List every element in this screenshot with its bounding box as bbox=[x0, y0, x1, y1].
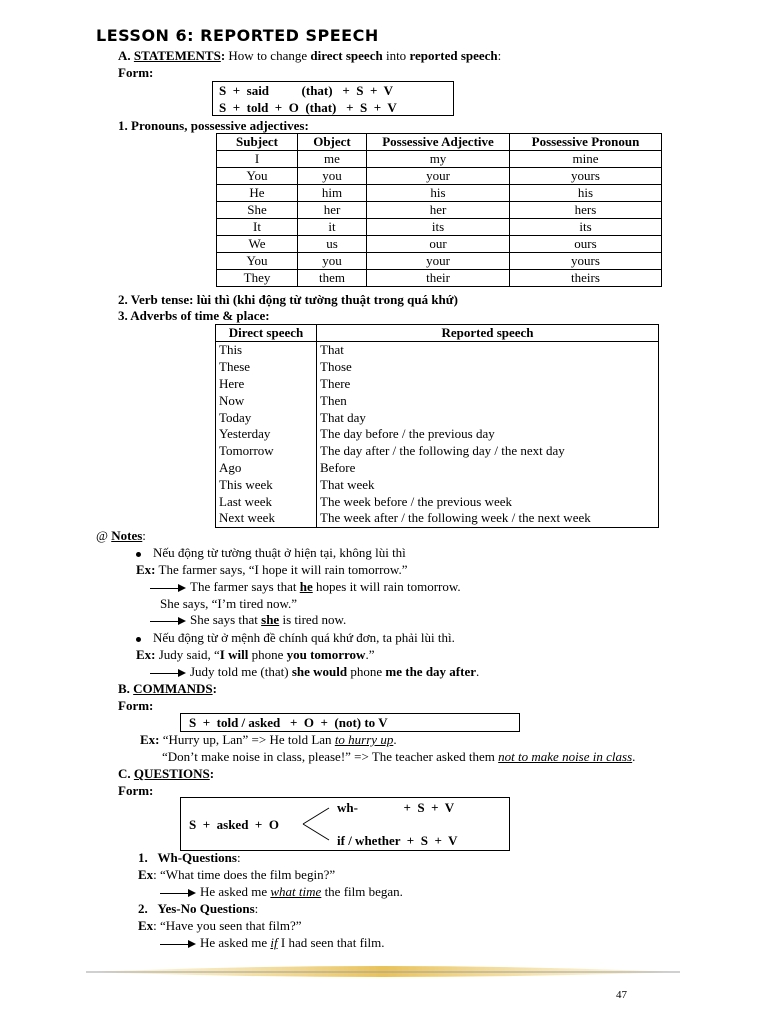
cell: This bbox=[216, 342, 317, 359]
ex3-b: I will bbox=[219, 647, 249, 662]
cell: I bbox=[217, 151, 298, 168]
cell: That day bbox=[317, 409, 659, 426]
cell: Tomorrow bbox=[216, 443, 317, 460]
cell: The week after / the following week / the next week bbox=[317, 510, 659, 527]
cell: The week before / the previous week bbox=[317, 493, 659, 510]
cell: her bbox=[367, 202, 510, 219]
yn-example bbox=[138, 917, 302, 934]
table-row bbox=[216, 493, 659, 510]
wh-result-c: the film began. bbox=[321, 884, 403, 899]
command-ex2-b: not to make noise in class bbox=[498, 749, 633, 764]
cell: you bbox=[298, 253, 367, 270]
page-number: 47 bbox=[616, 989, 627, 1001]
wh-example bbox=[138, 866, 335, 883]
question-form-box bbox=[180, 797, 510, 851]
command-ex1-c: . bbox=[393, 732, 397, 747]
cell: We bbox=[217, 236, 298, 253]
notes-label: Notes bbox=[111, 528, 143, 543]
cell: Ago bbox=[216, 460, 317, 477]
ex3-d: you tomorrow bbox=[286, 647, 366, 662]
cell: Those bbox=[317, 359, 659, 376]
cell: Before bbox=[317, 460, 659, 477]
arrow-right-icon bbox=[150, 617, 186, 625]
table-row bbox=[216, 476, 659, 493]
note-1-text: Nếu động từ tường thuật ở hiện tại, không lùi thì bbox=[153, 545, 406, 560]
cell: The day after / the following day / the next day bbox=[317, 443, 659, 460]
yn-num: 2. bbox=[138, 901, 148, 916]
arrow-right-icon bbox=[150, 584, 186, 592]
table-row bbox=[216, 409, 659, 426]
adverbs-header-row bbox=[216, 325, 659, 342]
cell: them bbox=[298, 270, 367, 287]
ex3-result-c: phone bbox=[347, 664, 386, 679]
cell: their bbox=[367, 270, 510, 287]
cell: Here bbox=[216, 376, 317, 393]
wh-result bbox=[160, 883, 403, 900]
ex3-result-b: she would bbox=[291, 664, 348, 679]
ex3-result-e: . bbox=[476, 664, 480, 679]
ex3-c: phone bbox=[248, 647, 287, 662]
cell: Today bbox=[216, 409, 317, 426]
question-form-left: S + asked + O bbox=[189, 817, 279, 832]
col-subject: Subject bbox=[217, 134, 298, 151]
section-a-intro-bold2: reported speech bbox=[409, 48, 498, 63]
statement-form-line1: S + said (that) + S + V bbox=[219, 83, 394, 98]
note-ex2: She says, “I’m tired now.” bbox=[160, 596, 298, 611]
section-a-prefix: A. bbox=[118, 48, 134, 63]
command-form-box: S + told / asked + O + (not) to V bbox=[180, 713, 520, 732]
cell: These bbox=[216, 359, 317, 376]
table-row bbox=[217, 219, 662, 236]
cell: your bbox=[367, 253, 510, 270]
section-b-colon: : bbox=[212, 681, 217, 696]
table-row bbox=[217, 236, 662, 253]
cell: You bbox=[217, 168, 298, 185]
section-c-heading bbox=[118, 765, 214, 782]
wh-result-b: what time bbox=[270, 884, 322, 899]
ex1-text: The farmer says, “I hope it will rain tomorrow.” bbox=[155, 562, 408, 577]
adverbs-table bbox=[215, 324, 659, 528]
cell: Now bbox=[216, 392, 317, 409]
yn-result-a: He asked me bbox=[200, 935, 271, 950]
cell: There bbox=[317, 376, 659, 393]
arrow-right-icon bbox=[160, 940, 196, 948]
section-a-intro3: : bbox=[497, 48, 502, 63]
section-c-prefix: C. bbox=[118, 766, 134, 781]
yn-title: Yes-No Questions bbox=[157, 901, 255, 916]
table-row bbox=[217, 151, 662, 168]
table-row bbox=[216, 392, 659, 409]
yn-result bbox=[160, 934, 384, 951]
table-row bbox=[217, 168, 662, 185]
cell: it bbox=[298, 219, 367, 236]
ex3-a: Judy said, “ bbox=[155, 647, 220, 662]
table-row bbox=[217, 185, 662, 202]
ex3-e: .” bbox=[365, 647, 375, 662]
note-ex1 bbox=[136, 561, 407, 578]
cell: his bbox=[367, 185, 510, 202]
pronouns-table bbox=[216, 133, 662, 287]
yn-result-c: I had seen that film. bbox=[277, 935, 385, 950]
cell: It bbox=[217, 219, 298, 236]
cell: This week bbox=[216, 476, 317, 493]
cell: you bbox=[298, 168, 367, 185]
ex-label: Ex: bbox=[136, 562, 156, 577]
table-row bbox=[216, 359, 659, 376]
wh-questions-heading bbox=[138, 849, 241, 866]
yn-result-b: if bbox=[270, 935, 278, 950]
note-1 bbox=[136, 544, 406, 561]
note-2-text: Nếu động từ ở mệnh đề chính quá khứ đơn, ta phải lùi thì. bbox=[153, 630, 455, 645]
cell: That week bbox=[317, 476, 659, 493]
ex-label: Ex: bbox=[140, 732, 160, 747]
wh-example-text: : “What time does the film begin?” bbox=[153, 867, 336, 882]
cell: The day before / the previous day bbox=[317, 426, 659, 443]
cell: your bbox=[367, 168, 510, 185]
pronouns-heading: 1. Pronouns, possessive adjectives: bbox=[118, 118, 309, 133]
table-row bbox=[217, 270, 662, 287]
section-b-title: COMMANDS bbox=[133, 681, 213, 696]
cell: Yesterday bbox=[216, 426, 317, 443]
section-a-intro: How to change bbox=[225, 48, 311, 63]
col-possessive-adjective: Possessive Adjective bbox=[367, 134, 510, 151]
question-form-bottom: if / whether + S + V bbox=[337, 833, 458, 848]
notes-prefix: @ bbox=[96, 528, 112, 543]
adverbs-heading: 3. Adverbs of time & place: bbox=[118, 308, 270, 323]
section-c-form-label: Form: bbox=[118, 783, 154, 798]
cell: its bbox=[367, 219, 510, 236]
note-ex2-result bbox=[150, 611, 346, 628]
ex2-result-c: is tired now. bbox=[279, 612, 347, 627]
ex2-result-a: She says that bbox=[190, 612, 262, 627]
table-row bbox=[216, 460, 659, 477]
ex2-result-b: she bbox=[261, 612, 280, 627]
section-b-heading bbox=[118, 680, 217, 697]
cell: mine bbox=[510, 151, 662, 168]
wh-num: 1. bbox=[138, 850, 148, 865]
ex1-result-b: he bbox=[299, 579, 313, 594]
section-a-heading bbox=[118, 47, 501, 64]
adverbs-body bbox=[216, 342, 659, 528]
command-ex1-a: “Hurry up, Lan” => He told Lan bbox=[159, 732, 335, 747]
wh-title: Wh-Questions bbox=[157, 850, 237, 865]
cell: Then bbox=[317, 392, 659, 409]
cell: me bbox=[298, 151, 367, 168]
section-a-form-label: Form: bbox=[118, 65, 154, 80]
footer-divider bbox=[86, 962, 680, 982]
ex1-result-c: hopes it will rain tomorrow. bbox=[312, 579, 461, 594]
bullet-icon bbox=[136, 552, 141, 557]
wh-colon: : bbox=[236, 850, 241, 865]
command-ex2-a: “Don’t make noise in class, please!” => The teacher asked them bbox=[162, 749, 499, 764]
note-ex3-result bbox=[150, 663, 479, 680]
cell: his bbox=[510, 185, 662, 202]
section-a-intro-bold1: direct speech bbox=[310, 48, 383, 63]
yn-colon: : bbox=[254, 901, 259, 916]
bullet-icon bbox=[136, 637, 141, 642]
cell: our bbox=[367, 236, 510, 253]
branch-icon bbox=[301, 806, 333, 842]
wh-result-a: He asked me bbox=[200, 884, 271, 899]
section-a-colon: : bbox=[220, 48, 226, 63]
table-row bbox=[217, 253, 662, 270]
section-c-colon: : bbox=[209, 766, 215, 781]
section-b-form-label: Form: bbox=[118, 698, 154, 713]
table-row bbox=[216, 342, 659, 359]
note-ex1-result bbox=[150, 578, 461, 595]
section-a-title: STATEMENTS bbox=[133, 48, 221, 63]
command-ex2-c: . bbox=[632, 749, 636, 764]
note-ex3 bbox=[136, 646, 374, 663]
page-title: LESSON 6: REPORTED SPEECH bbox=[96, 26, 379, 45]
command-ex1 bbox=[140, 731, 397, 748]
note-2 bbox=[136, 629, 455, 646]
col-possessive-pronoun: Possessive Pronoun bbox=[510, 134, 662, 151]
cell: They bbox=[217, 270, 298, 287]
arrow-right-icon bbox=[160, 889, 196, 897]
table-row bbox=[216, 376, 659, 393]
cell: yours bbox=[510, 168, 662, 185]
table-row bbox=[217, 202, 662, 219]
ex-label: Ex bbox=[138, 867, 154, 882]
section-c-title: QUESTIONS bbox=[133, 766, 210, 781]
arrow-right-icon bbox=[150, 669, 186, 677]
cell: She bbox=[217, 202, 298, 219]
cell: hers bbox=[510, 202, 662, 219]
cell: my bbox=[367, 151, 510, 168]
cell: her bbox=[298, 202, 367, 219]
ex1-result-a: The farmer says that bbox=[190, 579, 300, 594]
col-object: Object bbox=[298, 134, 367, 151]
cell: Next week bbox=[216, 510, 317, 527]
table-row bbox=[216, 443, 659, 460]
cell: him bbox=[298, 185, 367, 202]
cell: Last week bbox=[216, 493, 317, 510]
cell: its bbox=[510, 219, 662, 236]
table-row bbox=[216, 426, 659, 443]
ex3-result-a: Judy told me (that) bbox=[190, 664, 292, 679]
cell: That bbox=[317, 342, 659, 359]
ex-label: Ex: bbox=[136, 647, 156, 662]
notes-heading bbox=[96, 527, 146, 544]
section-a-intro2: into bbox=[382, 48, 410, 63]
table-row bbox=[216, 510, 659, 527]
ex-label: Ex bbox=[138, 918, 154, 933]
col-direct-speech: Direct speech bbox=[216, 325, 317, 342]
cell: ours bbox=[510, 236, 662, 253]
cell: He bbox=[217, 185, 298, 202]
notes-colon: : bbox=[142, 528, 146, 543]
yes-no-heading bbox=[138, 900, 258, 917]
cell: us bbox=[298, 236, 367, 253]
cell: theirs bbox=[510, 270, 662, 287]
command-ex1-b: to hurry up bbox=[334, 732, 394, 747]
cell: You bbox=[217, 253, 298, 270]
col-reported-speech: Reported speech bbox=[317, 325, 659, 342]
cell: yours bbox=[510, 253, 662, 270]
ex3-result-d: me the day after bbox=[385, 664, 476, 679]
statement-form-line2: S + told + O (that) + S + V bbox=[219, 100, 397, 115]
command-ex2 bbox=[162, 748, 635, 765]
verb-tense-heading: 2. Verb tense: lùi thì (khi động từ tường thuật trong quá khứ) bbox=[118, 292, 458, 307]
pronouns-header-row bbox=[217, 134, 662, 151]
statement-form-box bbox=[212, 81, 454, 116]
question-form-top: wh- + S + V bbox=[337, 800, 455, 815]
section-b-prefix: B. bbox=[118, 681, 134, 696]
yn-example-text: : “Have you seen that film?” bbox=[153, 918, 302, 933]
